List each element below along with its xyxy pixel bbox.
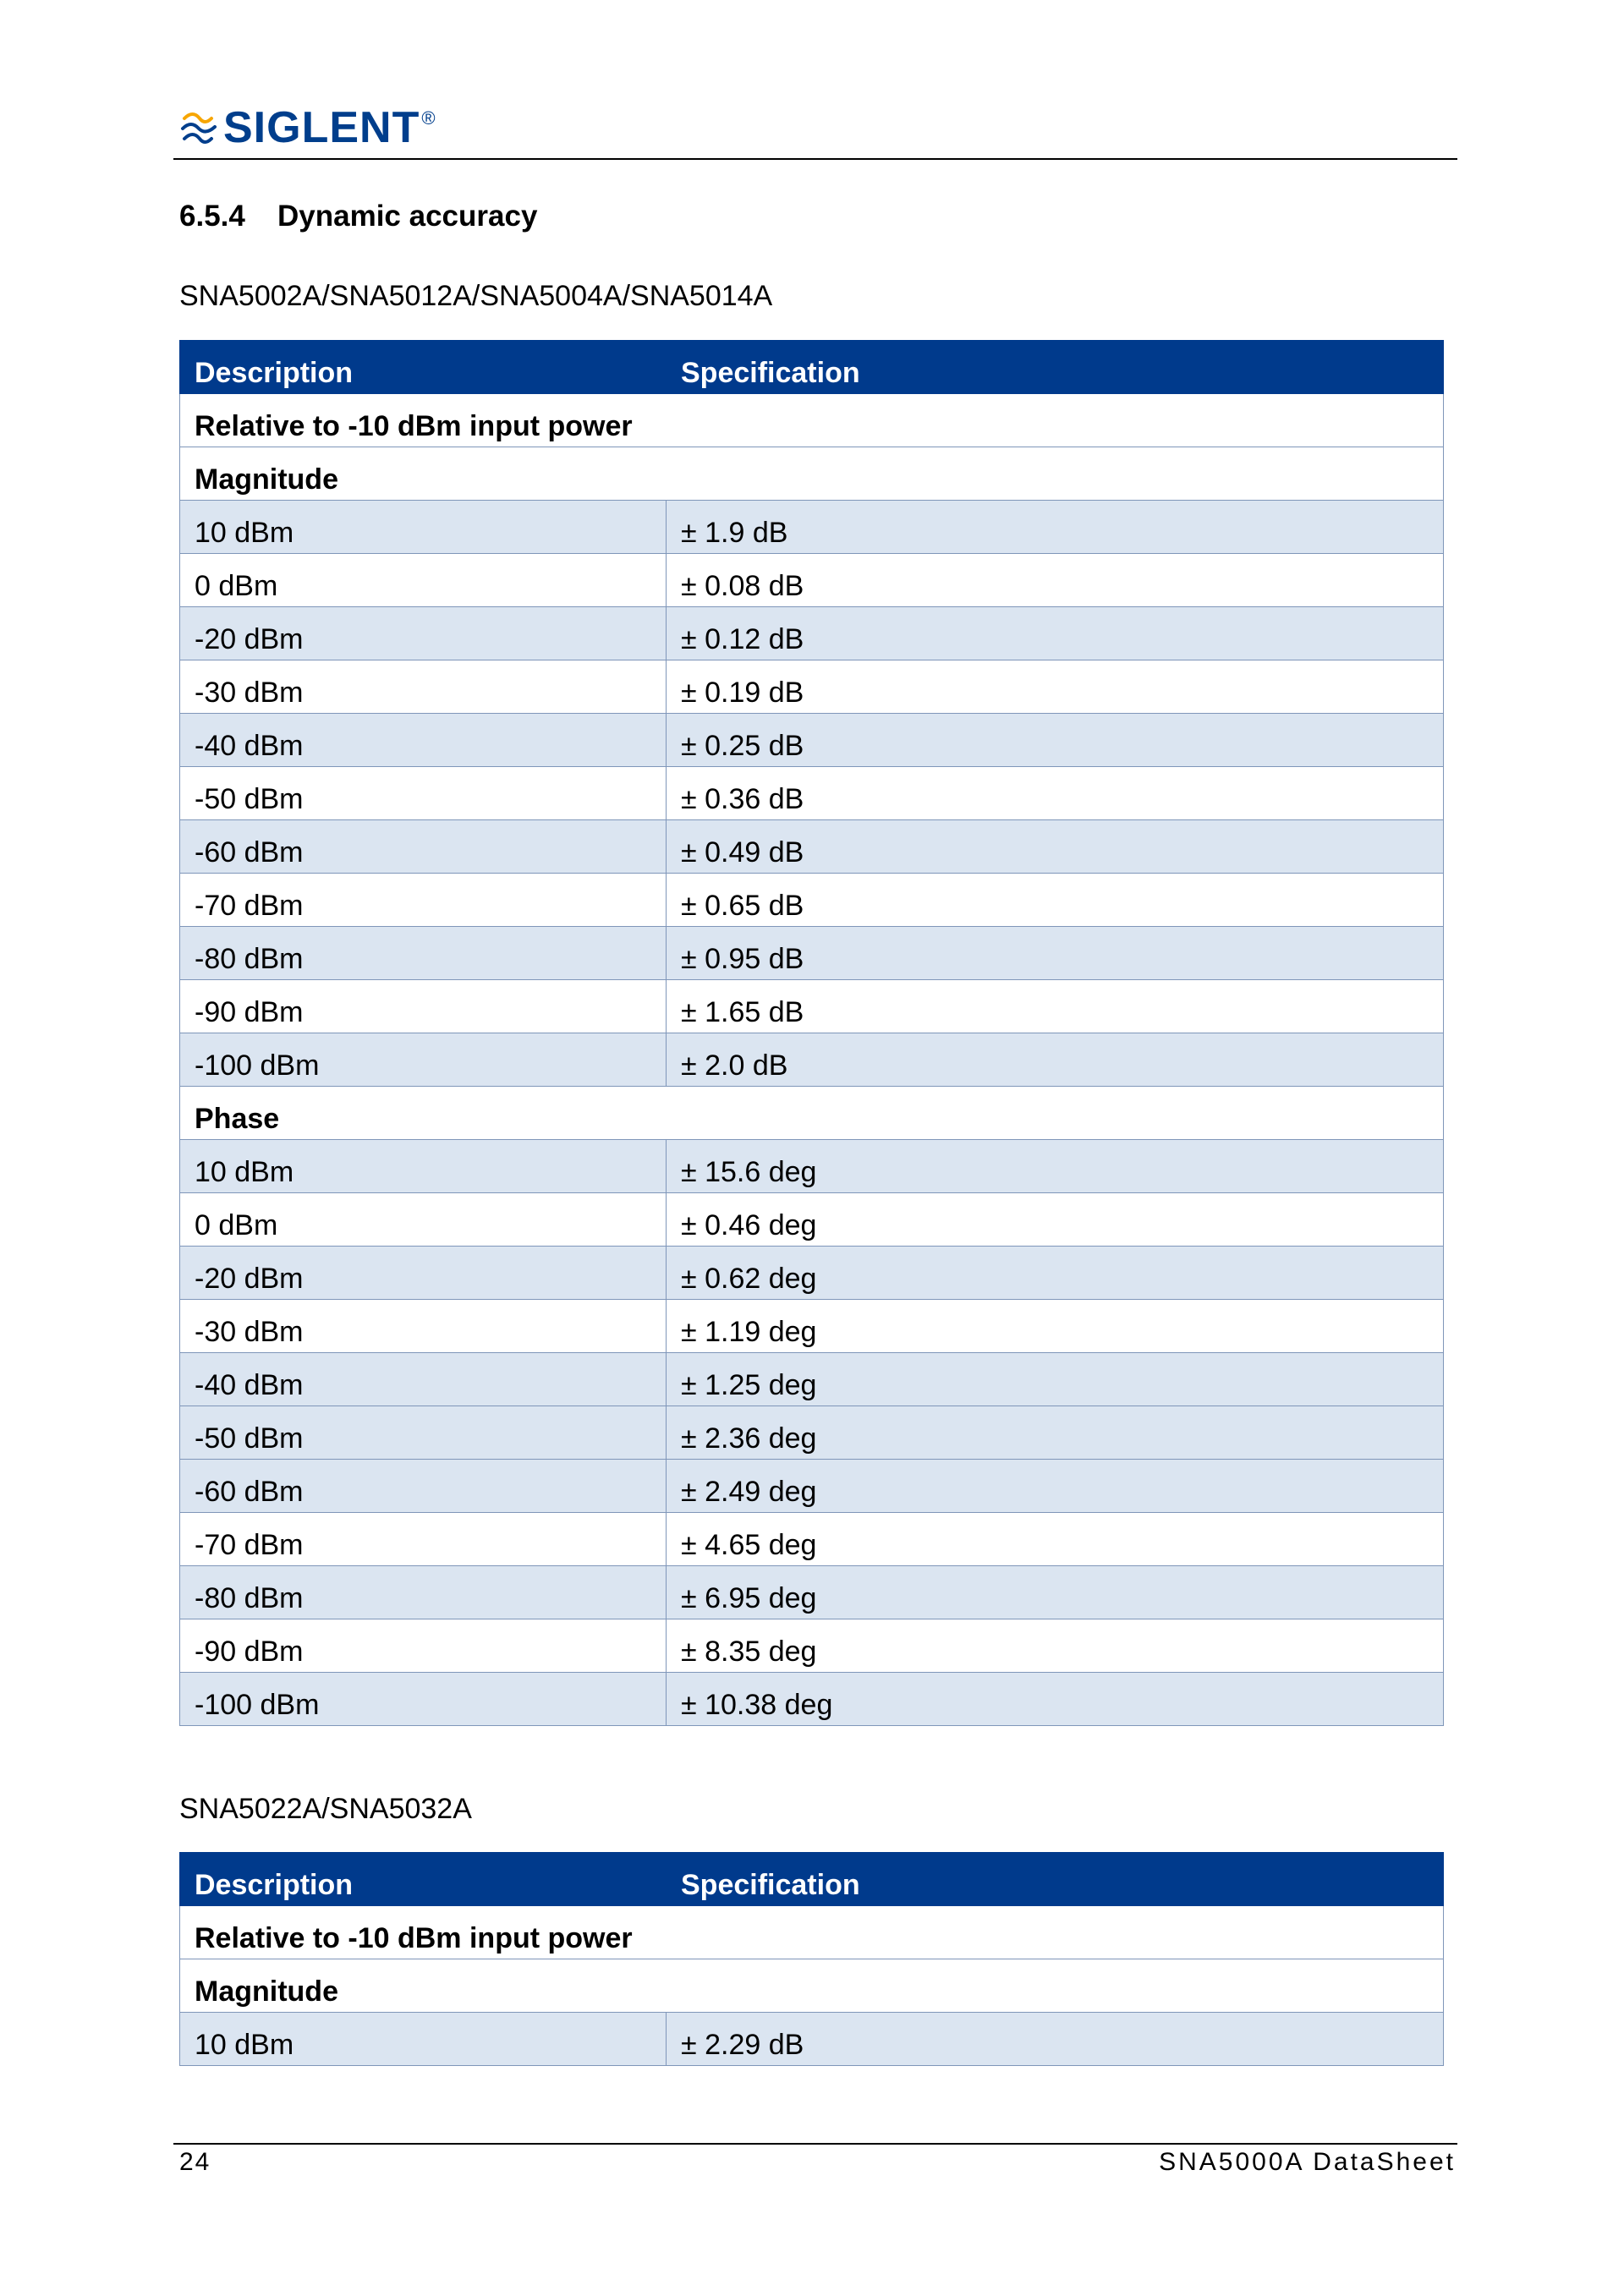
magnitude-label: Magnitude [180, 1959, 1444, 2013]
power-level: -40 dBm [180, 1353, 667, 1406]
table-row [180, 1673, 1444, 1726]
accuracy-value: ± 0.25 dB [667, 714, 1444, 767]
power-level: -60 dBm [180, 820, 667, 874]
accuracy-value: ± 0.95 dB [667, 927, 1444, 980]
power-level: -60 dBm [180, 1460, 667, 1513]
spec-table-1 [179, 340, 1444, 1726]
spec-table-2 [179, 1852, 1444, 2066]
magnitude-group-row [180, 1959, 1444, 2013]
table-row [180, 980, 1444, 1033]
accuracy-value: ± 1.19 deg [667, 1300, 1444, 1353]
table-row [180, 1513, 1444, 1566]
table-row [180, 1460, 1444, 1513]
table-row [180, 501, 1444, 554]
accuracy-value: ± 4.65 deg [667, 1513, 1444, 1566]
accuracy-value: ± 2.49 deg [667, 1460, 1444, 1513]
accuracy-value: ± 15.6 deg [667, 1140, 1444, 1193]
power-level: -70 dBm [180, 874, 667, 927]
accuracy-value: ± 1.65 dB [667, 980, 1444, 1033]
power-level: -40 dBm [180, 714, 667, 767]
accuracy-value: ± 1.9 dB [667, 501, 1444, 554]
condition-row [180, 394, 1444, 447]
power-level: -50 dBm [180, 767, 667, 820]
table-row [180, 874, 1444, 927]
table-row [180, 1619, 1444, 1673]
magnitude-label: Magnitude [180, 447, 1444, 501]
table2-models: SNA5022A/SNA5032A [179, 1793, 472, 1825]
column-header-description: Description [180, 1853, 667, 1906]
header-divider [173, 158, 1457, 160]
brand-name: SIGLENT [223, 103, 420, 152]
table-row [180, 1033, 1444, 1087]
accuracy-value: ± 1.25 deg [667, 1353, 1444, 1406]
magnitude-group-row [180, 447, 1444, 501]
section-title: Dynamic accuracy [277, 200, 538, 233]
power-level: -20 dBm [180, 607, 667, 660]
column-header-description: Description [180, 341, 667, 394]
condition-row [180, 1906, 1444, 1959]
column-header-specification: Specification [667, 1853, 1444, 1906]
power-level: 10 dBm [180, 1140, 667, 1193]
accuracy-value: ± 2.36 deg [667, 1406, 1444, 1460]
condition-label: Relative to -10 dBm input power [180, 1906, 1444, 1959]
table-row [180, 1566, 1444, 1619]
accuracy-value: ± 0.08 dB [667, 554, 1444, 607]
document-name: SNA5000A DataSheet [1159, 2148, 1456, 2176]
table-row [180, 607, 1444, 660]
condition-label: Relative to -10 dBm input power [180, 394, 1444, 447]
power-level: 0 dBm [180, 1193, 667, 1247]
section-heading [179, 201, 537, 231]
accuracy-value: ± 2.0 dB [667, 1033, 1444, 1087]
table-row [180, 1193, 1444, 1247]
accuracy-value: ± 0.46 deg [667, 1193, 1444, 1247]
footer-divider [173, 2143, 1457, 2145]
accuracy-value: ± 0.65 dB [667, 874, 1444, 927]
registered-mark: ® [421, 107, 436, 129]
table-row [180, 767, 1444, 820]
table-row [180, 1140, 1444, 1193]
power-level: -90 dBm [180, 980, 667, 1033]
table-row [180, 1247, 1444, 1300]
accuracy-value: ± 0.36 dB [667, 767, 1444, 820]
power-level: -100 dBm [180, 1673, 667, 1726]
accuracy-value: ± 0.19 dB [667, 660, 1444, 714]
power-level: -50 dBm [180, 1406, 667, 1460]
phase-group-row [180, 1087, 1444, 1140]
power-level: -70 dBm [180, 1513, 667, 1566]
table-header-row [180, 1853, 1444, 1906]
page-number: 24 [179, 2148, 211, 2176]
accuracy-value: ± 0.49 dB [667, 820, 1444, 874]
accuracy-value: ± 2.29 dB [667, 2013, 1444, 2066]
table-row [180, 1353, 1444, 1406]
table-row [180, 2013, 1444, 2066]
table-row [180, 554, 1444, 607]
power-level: 0 dBm [180, 554, 667, 607]
power-level: -30 dBm [180, 1300, 667, 1353]
accuracy-value: ± 0.12 dB [667, 607, 1444, 660]
accuracy-value: ± 0.62 deg [667, 1247, 1444, 1300]
power-level: -100 dBm [180, 1033, 667, 1087]
section-number: 6.5.4 [179, 200, 245, 233]
table-row [180, 1300, 1444, 1353]
table-header-row [180, 341, 1444, 394]
power-level: 10 dBm [180, 2013, 667, 2066]
table-row [180, 927, 1444, 980]
power-level: -30 dBm [180, 660, 667, 714]
table-row [180, 820, 1444, 874]
siglent-wave-icon [178, 107, 220, 149]
table-row [180, 714, 1444, 767]
accuracy-value: ± 6.95 deg [667, 1566, 1444, 1619]
accuracy-value: ± 10.38 deg [667, 1673, 1444, 1726]
power-level: -90 dBm [180, 1619, 667, 1673]
siglent-logo [178, 103, 436, 152]
power-level: 10 dBm [180, 501, 667, 554]
table1-models: SNA5002A/SNA5012A/SNA5004A/SNA5014A [179, 280, 773, 312]
power-level: -20 dBm [180, 1247, 667, 1300]
table-row [180, 660, 1444, 714]
power-level: -80 dBm [180, 927, 667, 980]
table-row [180, 1406, 1444, 1460]
accuracy-value: ± 8.35 deg [667, 1619, 1444, 1673]
power-level: -80 dBm [180, 1566, 667, 1619]
column-header-specification: Specification [667, 341, 1444, 394]
phase-label: Phase [180, 1087, 1444, 1140]
